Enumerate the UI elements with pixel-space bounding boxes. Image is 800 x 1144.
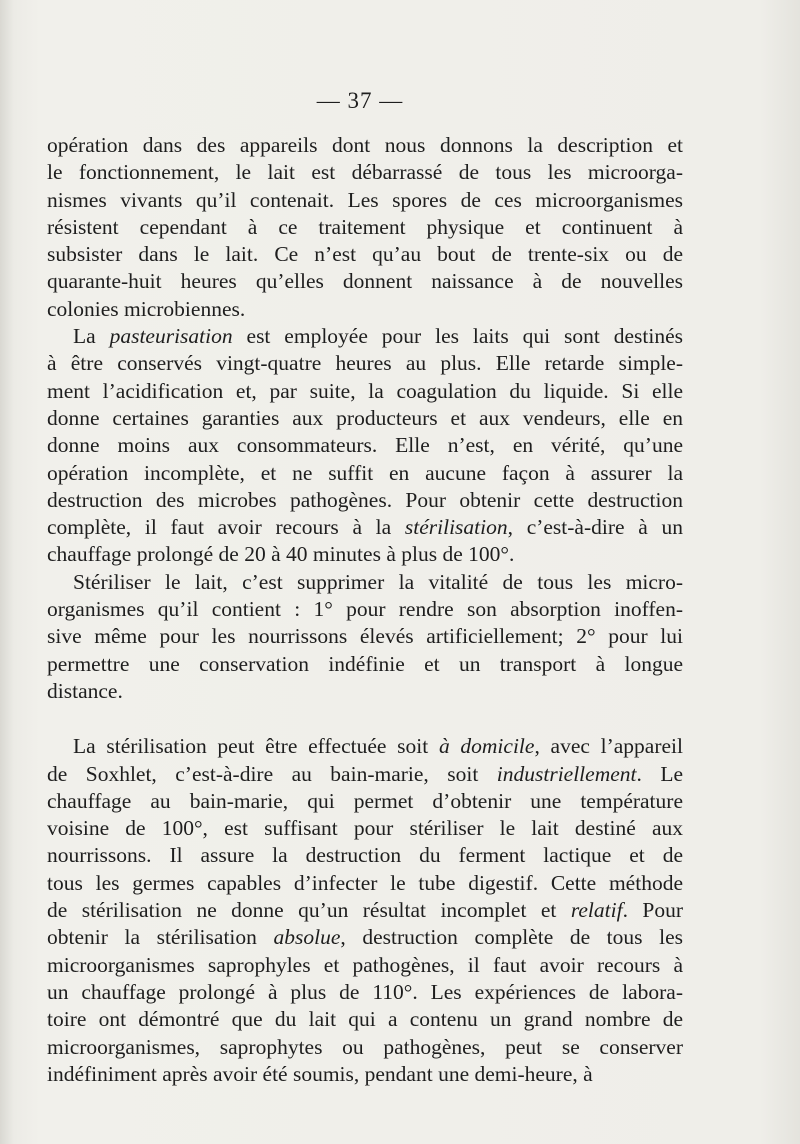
italic-term: pasteurisation	[109, 324, 233, 349]
text-run: nourrissons. Il assure la destruction du ferment lactique et de	[47, 843, 683, 868]
text-line	[47, 1061, 683, 1088]
text-run: à être conservés vingt-quatre heures au plus. Elle retarde simple-	[47, 351, 683, 376]
text-line	[47, 350, 683, 377]
text-line	[47, 514, 683, 541]
paragraph-gap	[47, 705, 683, 733]
text-run: ment l’acidification et, par suite, la coagulation du liquide. Si elle	[47, 378, 683, 403]
text-line	[47, 541, 683, 568]
text-run: le fonctionnement, le lait est débarrassé de tous les microorga-	[47, 160, 683, 185]
text-run: permettre une conservation indéfinie et un transport à longue	[47, 651, 683, 676]
italic-term: absolue	[273, 925, 341, 950]
text-line	[47, 323, 683, 350]
text-line	[47, 460, 683, 487]
text-run: distance.	[47, 678, 123, 703]
page-number: — 37 —	[316, 88, 404, 113]
text-line	[47, 487, 683, 514]
text-line	[47, 733, 683, 760]
text-run: résistent cependant à ce traitement physique et continuent à	[47, 214, 683, 239]
text-run: toire ont démontré que du lait qui a contenu un grand nombre de	[47, 1007, 683, 1032]
text-run: de Soxhlet, c’est-à-dire au bain-marie, soit	[47, 761, 497, 786]
text-run: sive même pour les nourrissons élevés artificiellement; 2° pour lui	[47, 624, 683, 649]
text-run: microorganismes, saprophytes ou pathogènes, peut se conserver	[47, 1034, 683, 1059]
text-line	[47, 815, 683, 842]
text-line	[47, 623, 683, 650]
text-run: . Pour	[622, 898, 683, 923]
text-run: La	[73, 324, 110, 349]
text-line	[47, 268, 683, 295]
text-run: est employée pour les laits qui sont destinés	[232, 324, 683, 349]
body-text	[47, 132, 683, 1088]
text-line	[47, 132, 683, 159]
italic-term: industriellement	[496, 761, 637, 786]
text-run: complète, il faut avoir recours à la	[47, 515, 405, 540]
text-line	[47, 241, 683, 268]
text-run: opération dans des appareils dont nous donnons la description et	[47, 133, 683, 157]
text-run: destruction des microbes pathogènes. Pour obtenir cette destruction	[47, 487, 683, 512]
text-line	[47, 214, 683, 241]
paragraph	[47, 132, 683, 323]
text-line	[47, 761, 683, 788]
text-line	[47, 651, 683, 678]
text-run: voisine de 100°, est suffisant pour stériliser le lait destiné aux	[47, 816, 683, 841]
text-run: colonies microbiennes.	[47, 296, 246, 321]
text-run: , avec l’appareil	[534, 734, 683, 759]
text-line	[47, 870, 683, 897]
text-line	[47, 678, 683, 705]
text-line	[47, 596, 683, 623]
text-line	[47, 1006, 683, 1033]
text-line	[47, 1034, 683, 1061]
text-run: indéfiniment après avoir été soumis, pendant une demi-heure, à	[47, 1061, 593, 1086]
text-run: de stérilisation ne donne qu’un résultat incomplet et	[47, 898, 571, 923]
text-run: microorganismes saprophyles et pathogènes, il faut avoir recours à	[47, 952, 683, 977]
text-run: La stérilisation peut être effectuée soit	[73, 734, 439, 759]
text-run: chauffage prolongé de 20 à 40 minutes à plus de 100°.	[47, 542, 515, 567]
text-line	[47, 159, 683, 186]
text-line	[47, 569, 683, 596]
text-run: un chauffage prolongé à plus de 110°. Les expériences de labora-	[47, 979, 683, 1004]
text-line	[47, 897, 683, 924]
text-run: chauffage au bain-marie, qui permet d’obtenir une température	[47, 788, 683, 813]
text-line	[47, 979, 683, 1006]
text-line	[47, 187, 683, 214]
text-line	[47, 788, 683, 815]
text-line	[47, 378, 683, 405]
text-run: donne certaines garanties aux producteurs et aux vendeurs, elle en	[47, 405, 683, 430]
text-line	[47, 405, 683, 432]
text-line	[47, 842, 683, 869]
paragraph	[47, 569, 683, 705]
text-run: tous les germes capables d’infecter le tube digestif. Cette méthode	[47, 870, 683, 895]
text-run: obtenir la stérilisation	[47, 925, 274, 950]
text-run: subsister dans le lait. Ce n’est qu’au bout de trente-six ou de	[47, 242, 683, 267]
text-line	[47, 296, 683, 323]
italic-term: relatif	[570, 898, 623, 923]
text-run: opération incomplète, et ne suffit en aucune façon à assurer la	[47, 460, 683, 485]
text-line	[47, 432, 683, 459]
text-run: , destruction complète de tous les	[340, 925, 683, 950]
italic-term: stérilisation	[404, 515, 508, 540]
text-run: quarante-huit heures qu’elles donnent naissance à de nouvelles	[47, 269, 683, 294]
italic-term: à domicile	[438, 734, 535, 759]
text-run: . Le	[636, 761, 683, 786]
text-line	[47, 924, 683, 951]
text-run: donne moins aux consommateurs. Elle n’est, en vérité, qu’une	[47, 433, 683, 458]
text-run: , c’est-à-dire à un	[507, 515, 683, 540]
text-run: nismes vivants qu’il contenait. Les spores de ces microorganismes	[47, 187, 683, 212]
text-line	[47, 952, 683, 979]
text-run: organismes qu’il contient : 1° pour rendre son absorption inoffen-	[47, 597, 683, 622]
paragraph	[47, 733, 683, 1088]
paragraph	[47, 323, 683, 569]
text-run: Stériliser le lait, c’est supprimer la vitalité de tous les micro-	[73, 569, 683, 594]
